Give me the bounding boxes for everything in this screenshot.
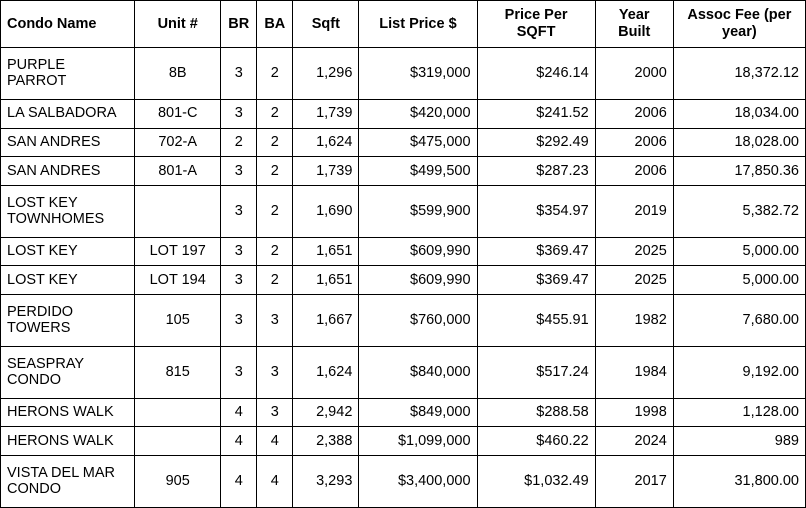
cell-br: 3	[221, 48, 257, 100]
cell-unit: LOT 194	[135, 266, 221, 295]
cell-sqft: 1,624	[293, 346, 359, 398]
cell-price-per-sqft: $369.47	[477, 266, 595, 295]
cell-condo-name: LOST KEY	[1, 266, 135, 295]
cell-list-price: $3,400,000	[359, 455, 477, 507]
cell-year-built: 2000	[595, 48, 673, 100]
cell-br: 3	[221, 99, 257, 128]
cell-year-built: 1984	[595, 346, 673, 398]
cell-ba: 2	[257, 266, 293, 295]
cell-assoc-fee: 7,680.00	[673, 294, 805, 346]
cell-price-per-sqft: $241.52	[477, 99, 595, 128]
cell-ba: 2	[257, 237, 293, 266]
cell-list-price: $499,500	[359, 157, 477, 186]
cell-ba: 2	[257, 48, 293, 100]
cell-br: 3	[221, 157, 257, 186]
cell-assoc-fee: 5,000.00	[673, 266, 805, 295]
table-row	[1, 294, 806, 346]
cell-ba: 3	[257, 346, 293, 398]
cell-assoc-fee: 9,192.00	[673, 346, 805, 398]
cell-ba: 2	[257, 185, 293, 237]
cell-assoc-fee: 5,382.72	[673, 185, 805, 237]
table-row	[1, 48, 806, 100]
cell-assoc-fee: 1,128.00	[673, 398, 805, 427]
cell-year-built: 2025	[595, 237, 673, 266]
column-header-br: BR	[221, 1, 257, 48]
cell-price-per-sqft: $292.49	[477, 128, 595, 157]
cell-condo-name: SAN ANDRES	[1, 128, 135, 157]
cell-year-built: 2019	[595, 185, 673, 237]
cell-sqft: 1,690	[293, 185, 359, 237]
cell-condo-name: LOST KEY TOWNHOMES	[1, 185, 135, 237]
column-header-list-price: List Price $	[359, 1, 477, 48]
cell-price-per-sqft: $1,032.49	[477, 455, 595, 507]
cell-br: 4	[221, 455, 257, 507]
cell-br: 3	[221, 237, 257, 266]
cell-condo-name: SAN ANDRES	[1, 157, 135, 186]
cell-unit: 702-A	[135, 128, 221, 157]
column-header-sqft: Sqft	[293, 1, 359, 48]
cell-unit: LOT 197	[135, 237, 221, 266]
column-header-year-built: Year Built	[595, 1, 673, 48]
cell-unit	[135, 398, 221, 427]
cell-condo-name: LOST KEY	[1, 237, 135, 266]
cell-list-price: $840,000	[359, 346, 477, 398]
table-row	[1, 455, 806, 507]
cell-sqft: 1,739	[293, 157, 359, 186]
cell-br: 4	[221, 427, 257, 456]
cell-list-price: $599,900	[359, 185, 477, 237]
cell-assoc-fee: 18,372.12	[673, 48, 805, 100]
cell-sqft: 1,739	[293, 99, 359, 128]
column-header-condo-name: Condo Name	[1, 1, 135, 48]
column-header-ba: BA	[257, 1, 293, 48]
cell-year-built: 2024	[595, 427, 673, 456]
cell-year-built: 2025	[595, 266, 673, 295]
cell-unit: 815	[135, 346, 221, 398]
cell-condo-name: LA SALBADORA	[1, 99, 135, 128]
cell-unit: 8B	[135, 48, 221, 100]
cell-assoc-fee: 989	[673, 427, 805, 456]
table-row	[1, 99, 806, 128]
cell-sqft: 1,624	[293, 128, 359, 157]
cell-ba: 4	[257, 427, 293, 456]
cell-list-price: $420,000	[359, 99, 477, 128]
cell-br: 3	[221, 185, 257, 237]
table-row	[1, 128, 806, 157]
column-header-price-per-sqft: Price Per SQFT	[477, 1, 595, 48]
table-row	[1, 346, 806, 398]
cell-price-per-sqft: $517.24	[477, 346, 595, 398]
cell-sqft: 1,667	[293, 294, 359, 346]
cell-unit: 801-A	[135, 157, 221, 186]
cell-br: 3	[221, 346, 257, 398]
cell-list-price: $849,000	[359, 398, 477, 427]
cell-assoc-fee: 18,034.00	[673, 99, 805, 128]
cell-condo-name: PERDIDO TOWERS	[1, 294, 135, 346]
table-header	[1, 1, 806, 48]
cell-condo-name: VISTA DEL MAR CONDO	[1, 455, 135, 507]
cell-sqft: 1,296	[293, 48, 359, 100]
table-row	[1, 427, 806, 456]
table-row	[1, 237, 806, 266]
cell-year-built: 2006	[595, 128, 673, 157]
cell-unit: 105	[135, 294, 221, 346]
cell-ba: 2	[257, 128, 293, 157]
cell-br: 2	[221, 128, 257, 157]
table-body	[1, 48, 806, 508]
cell-ba: 4	[257, 455, 293, 507]
cell-year-built: 2017	[595, 455, 673, 507]
cell-list-price: $760,000	[359, 294, 477, 346]
cell-condo-name: PURPLE PARROT	[1, 48, 135, 100]
cell-year-built: 2006	[595, 99, 673, 128]
cell-unit: 905	[135, 455, 221, 507]
cell-condo-name: HERONS WALK	[1, 427, 135, 456]
cell-unit: 801-C	[135, 99, 221, 128]
cell-list-price: $475,000	[359, 128, 477, 157]
cell-condo-name: SEASPRAY CONDO	[1, 346, 135, 398]
cell-list-price: $609,990	[359, 237, 477, 266]
cell-list-price: $1,099,000	[359, 427, 477, 456]
cell-sqft: 1,651	[293, 266, 359, 295]
cell-sqft: 3,293	[293, 455, 359, 507]
cell-sqft: 2,388	[293, 427, 359, 456]
cell-price-per-sqft: $287.23	[477, 157, 595, 186]
cell-ba: 2	[257, 157, 293, 186]
table-row	[1, 266, 806, 295]
cell-unit	[135, 185, 221, 237]
cell-assoc-fee: 17,850.36	[673, 157, 805, 186]
cell-list-price: $319,000	[359, 48, 477, 100]
cell-price-per-sqft: $354.97	[477, 185, 595, 237]
cell-year-built: 1998	[595, 398, 673, 427]
cell-br: 3	[221, 294, 257, 346]
cell-ba: 3	[257, 398, 293, 427]
cell-sqft: 2,942	[293, 398, 359, 427]
cell-br: 3	[221, 266, 257, 295]
cell-br: 4	[221, 398, 257, 427]
cell-price-per-sqft: $246.14	[477, 48, 595, 100]
table-row	[1, 185, 806, 237]
table-row	[1, 157, 806, 186]
cell-price-per-sqft: $288.58	[477, 398, 595, 427]
cell-price-per-sqft: $455.91	[477, 294, 595, 346]
cell-list-price: $609,990	[359, 266, 477, 295]
cell-year-built: 2006	[595, 157, 673, 186]
cell-condo-name: HERONS WALK	[1, 398, 135, 427]
cell-ba: 3	[257, 294, 293, 346]
cell-ba: 2	[257, 99, 293, 128]
table-header-row	[1, 1, 806, 48]
cell-price-per-sqft: $460.22	[477, 427, 595, 456]
cell-assoc-fee: 31,800.00	[673, 455, 805, 507]
cell-sqft: 1,651	[293, 237, 359, 266]
cell-year-built: 1982	[595, 294, 673, 346]
column-header-unit: Unit #	[135, 1, 221, 48]
column-header-assoc-fee: Assoc Fee (per year)	[673, 1, 805, 48]
table-row	[1, 398, 806, 427]
cell-assoc-fee: 18,028.00	[673, 128, 805, 157]
cell-assoc-fee: 5,000.00	[673, 237, 805, 266]
cell-price-per-sqft: $369.47	[477, 237, 595, 266]
cell-unit	[135, 427, 221, 456]
